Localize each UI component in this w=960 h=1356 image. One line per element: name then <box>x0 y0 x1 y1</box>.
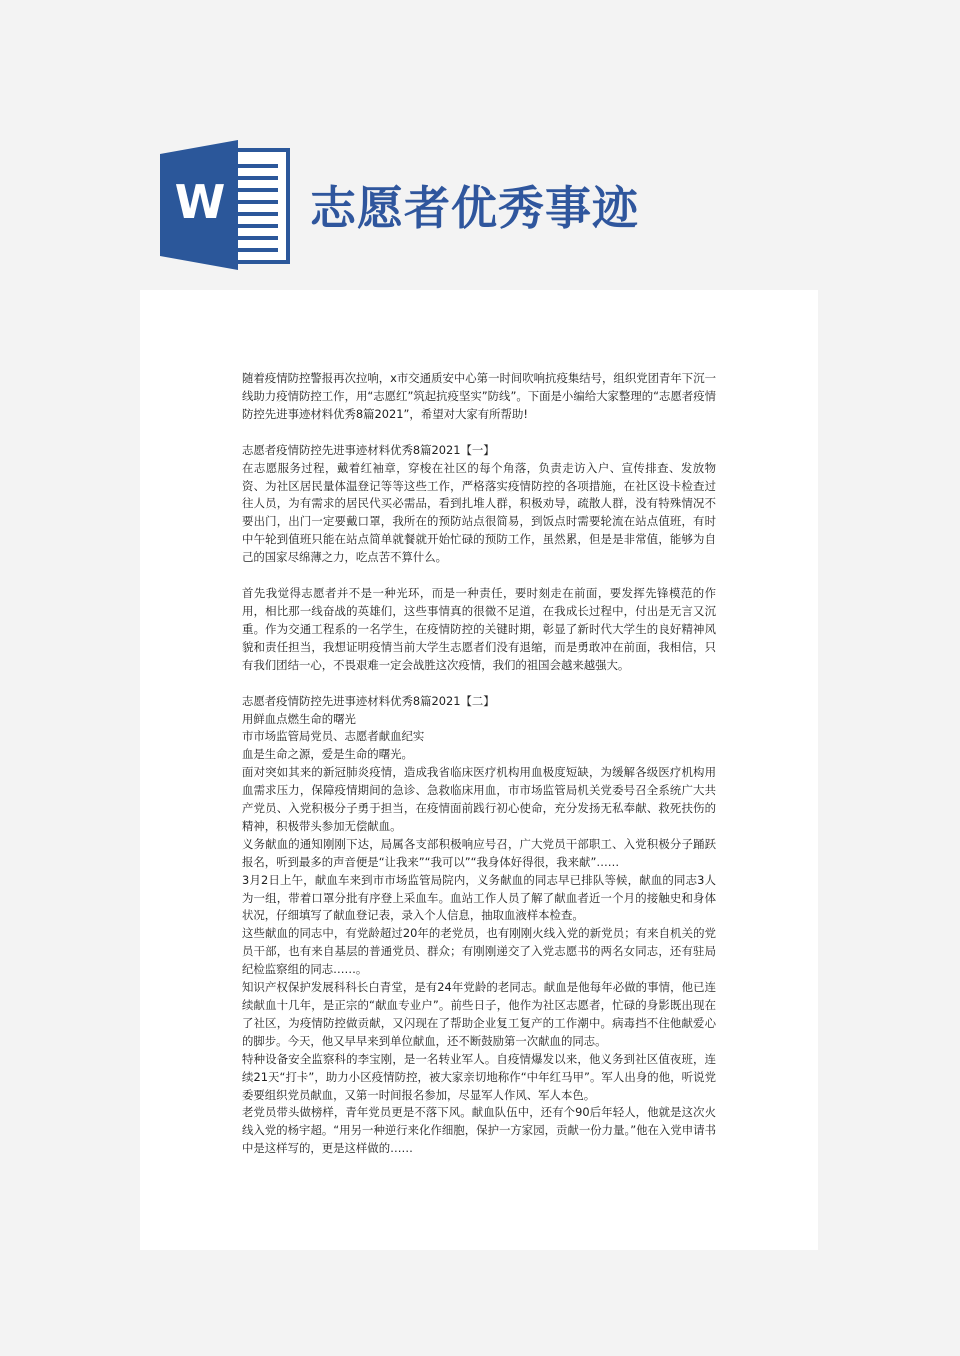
document-body <box>242 370 716 1158</box>
paragraph: 血是生命之源，爱是生命的曙光。 <box>242 747 413 762</box>
document-header <box>0 0 960 290</box>
word-letter: W <box>174 175 226 229</box>
paragraph: 在志愿服务过程，戴着红袖章，穿梭在社区的每个角落，负责走访入户、宣传排查、发放物资、为社区居民量体温登记等等这些工作，严格落实疫情防控的各项措施，在社区设卡检查过往人员，为有需求的居民代买必需品，看到扎堆人群，积极劝导，疏散人群，没有特殊情况不要出门，出门一定要戴口罩，我所在的预防站点很简易，到饭点时需要轮流在站点值班，有时中午轮到值班只能在站点简单就餐就开始忙碌的预防工作，虽然累，但是是非常值，能够为自己的国家尽绵薄之力，吃点苦不算什么。 <box>242 460 716 565</box>
page-title: 志愿者优秀事迹 <box>310 181 639 235</box>
paragraph: 3月2日上午，献血车来到市市场监管局院内，义务献血的同志早已排队等候，献血的同志3人为一组，带着口罩分批有序登上采血车。血站工作人员了解了献血者近一个月的接触史和身体状况，仔细填写了献血登记表，录入个人信息，抽取血液样本检查。 <box>242 872 716 923</box>
document-page <box>140 290 818 1250</box>
paragraph-gap <box>242 567 716 585</box>
paragraph: 志愿者疫情防控先进事迹材料优秀8篇2021【二】 <box>242 693 495 708</box>
paragraph: 义务献血的通知刚刚下达，局属各支部积极响应号召，广大党员干部职工、入党积极分子踊跃报名，听到最多的声音便是“让我来”“我可以”“我身体好得很，我来献”…… <box>242 836 716 869</box>
paragraph: 老党员带头做榜样，青年党员更是不落下风。献血队伍中，还有个90后年轻人，他就是这次火线入党的杨宇超。“用另一种逆行来化作细胞，保护一方家园，贡献一份力量。”他在入党申请书中是这样写的，更是这样做的…… <box>242 1105 716 1156</box>
paragraph: 用鲜血点燃生命的曙光 <box>242 711 356 726</box>
paragraph: 特种设备安全监察科的李宝刚，是一名转业军人。自疫情爆发以来，他义务到社区值夜班，连续21天“打卡”，助力小区疫情防控，被大家亲切地称作“中年红马甲”。军人出身的他，听说党委要组织党员献血，又第一时间报名参加，尽显军人作风、军人本色。 <box>242 1051 716 1102</box>
paragraph: 志愿者疫情防控先进事迹材料优秀8篇2021【一】 <box>242 442 495 457</box>
paragraph-gap <box>242 424 716 442</box>
paragraph: 面对突如其来的新冠肺炎疫情，造成我省临床医疗机构用血极度短缺，为缓解各级医疗机构用血需求压力，保障疫情期间的急诊、急救临床用血，市市场监管局机关党委号召全系统广大共产党员、入党积极分子勇于担当，在疫情面前践行初心使命，充分发扬无私奉献、救死扶伤的精神，积极带头参加无偿献血。 <box>242 765 716 833</box>
paragraph: 知识产权保护发展科科长白青堂，是有24年党龄的老同志。献血是他每年必做的事情，他已连续献血十几年，是正宗的“献血专业户”。前些日子，他作为社区志愿者，忙碌的身影既出现在了社区，为疫情防控做贡献，又闪现在了帮助企业复工复产的工作潮中。病毒挡不住他献爱心的脚步。今天，他又早早来到单位献血，还不断鼓励第一次献血的同志。 <box>242 980 716 1048</box>
paragraph: 首先我觉得志愿者并不是一种光环，而是一种责任，要时刻走在前面，要发挥先锋模范的作用，相比那一线奋战的英雄们，这些事情真的很微不足道，在我成长过程中，付出是无言又沉重。作为交通工程系的一名学生，在疫情防控的关键时期，彰显了新时代大学生的良好精神风貌和责任担当，我想证明疫情当前大学生志愿者们没有退缩，而是勇敢冲在前面，我相信，只有我们团结一心，不畏艰难一定会战胜这次疫情，我们的祖国会越来越强大。 <box>242 586 716 672</box>
paragraph: 这些献血的同志中，有党龄超过20年的老党员，也有刚刚火线入党的新党员；有来自机关的党员干部，也有来自基层的普通党员、群众；有刚刚递交了入党志愿书的两名女同志，还有驻局纪检监察组的同志……。 <box>242 926 716 977</box>
paragraph-gap <box>242 675 716 693</box>
paragraph: 市市场监管局党员、志愿者献血纪实 <box>242 729 425 744</box>
paragraph: 随着疫情防控警报再次拉响，x市交通质安中心第一时间吹响抗疫集结号，组织党团青年下沉一线助力疫情防控工作，用“志愿红”筑起抗疫坚实”防线”。下面是小编给大家整理的“志愿者疫情防控先进事迹材料优秀8篇2021”，希望对大家有所帮助! <box>242 371 716 421</box>
